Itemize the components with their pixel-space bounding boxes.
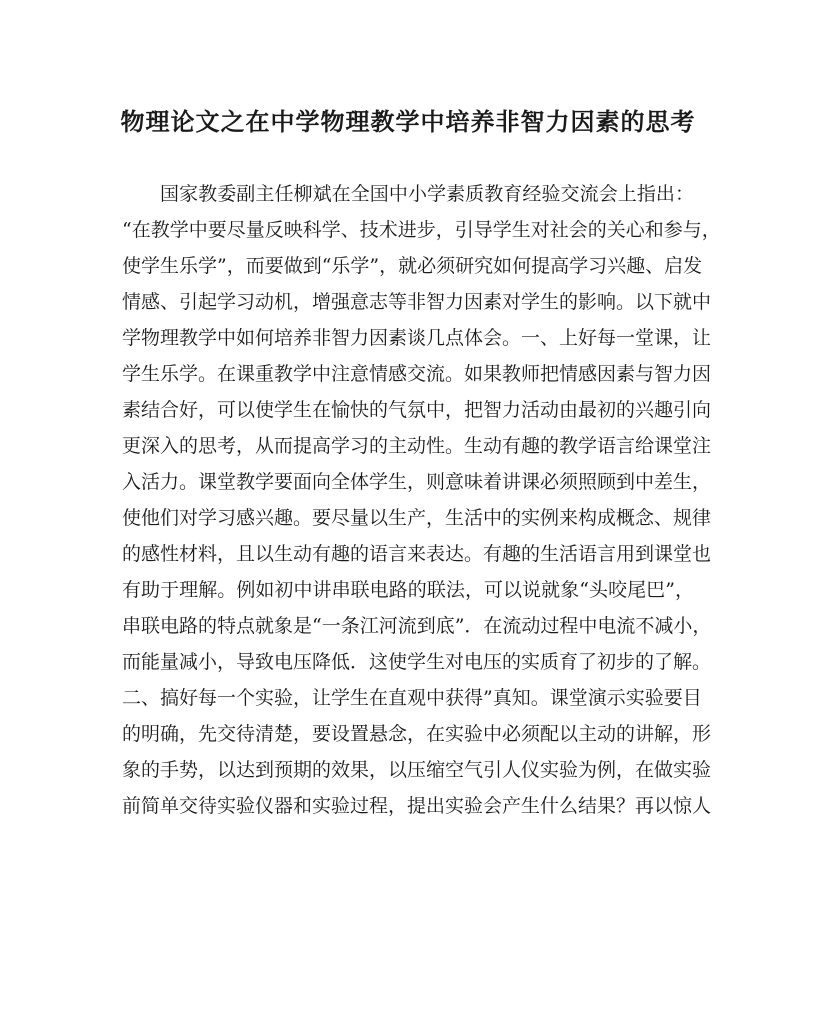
paragraph-line: 更深入的思考，从而提高学习的主动性。生动有趣的教学语言给课堂注: [122, 435, 712, 457]
paragraph-line: 国家教委副主任柳斌在全国中小学素质教育经验交流会上指出：: [160, 183, 694, 205]
paragraph-line: 使学生乐学”，而要做到“乐学”，就必须研究如何提高学习兴趣、启发: [122, 255, 703, 277]
paragraph-line: 素结合好，可以使学生在愉快的气氛中，把智力活动由最初的兴趣引向: [122, 399, 712, 421]
paragraph-line: 的感性材料，且以生动有趣的语言来表达。有趣的生活语言用到课堂也: [122, 543, 712, 565]
paragraph-line: 而能量减小，导致电压降低．这使学生对电压的实质育了初步的了解。: [122, 651, 712, 673]
paragraph-line: “在教学中要尽量反映科学、技术进步，引导学生对社会的关心和参与，: [122, 219, 721, 241]
paragraph-line: 学生乐学。在课重教学中注意情感交流。如果教师把情感因素与智力因: [122, 363, 712, 385]
document-body: [122, 176, 721, 824]
paragraph-line: 学物理教学中如何培养非智力因素谈几点体会。一、上好每一堂课，让: [122, 327, 712, 349]
paragraph-line: 象的手势，以达到预期的效果，以压缩空气引人仪实验为例，在做实验: [122, 759, 712, 781]
paragraph-line: 有助于理解。例如初中讲串联电路的联法，可以说就象“头咬尾巴”，: [122, 579, 694, 601]
paragraph-line: 情感、引起学习动机，增强意志等非智力因素对学生的影响。以下就中: [122, 291, 712, 313]
document-title: 物理论文之在中学物理教学中培养非智力因素的思考: [120, 107, 696, 136]
paragraph-line: 串联电路的特点就象是“一条江河流到底”．在流动过程中电流不减小，: [122, 615, 712, 637]
paragraph-line: 使他们对学习感兴趣。要尽量以生产，生活中的实例来构成概念、规律: [122, 507, 712, 529]
paragraph-line: 前简单交待实验仪器和实验过程，提出实验会产生什么结果？再以惊人: [122, 795, 712, 817]
paragraph-line: 入活力。课堂教学要面向全体学生，则意味着讲课必须照顾到中差生，: [122, 471, 712, 493]
paragraph-line: 的明确，先交待清楚，要设置悬念，在实验中必须配以主动的讲解，形: [122, 723, 712, 745]
paragraph-line: 二、搞好每一个实验，让学生在直观中获得”真知。课堂演示实验要目: [122, 687, 702, 709]
